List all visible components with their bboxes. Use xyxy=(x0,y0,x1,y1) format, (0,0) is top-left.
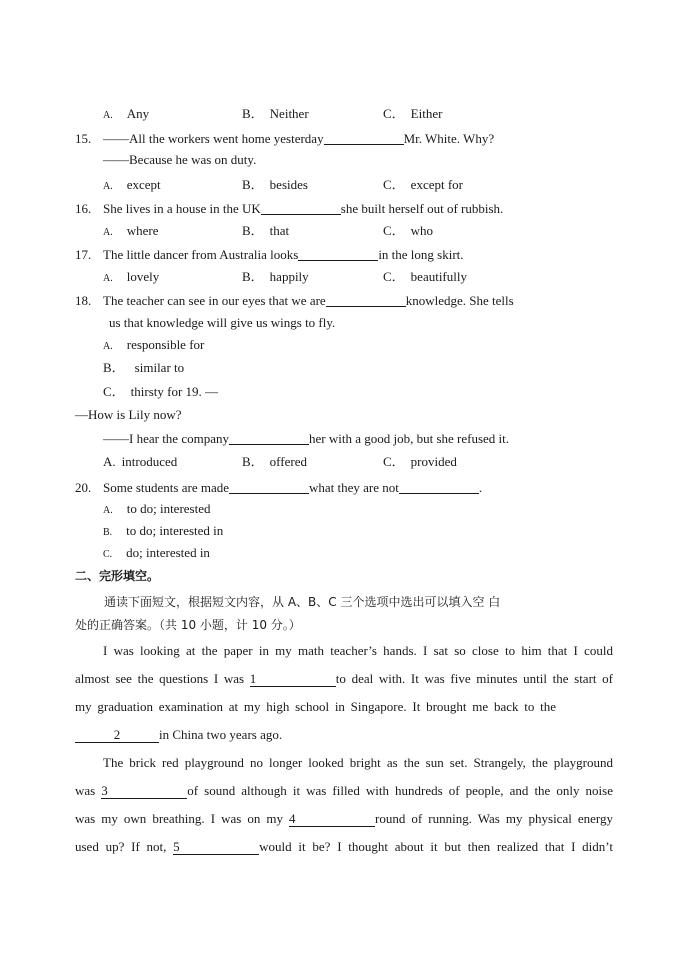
question-number: 15. xyxy=(75,131,92,146)
question-text: The little dancer from Australia looks xyxy=(103,247,299,262)
option-letter: B． xyxy=(242,106,264,121)
question-text: ——All the workers went home yesterday xyxy=(103,131,324,146)
option-letter: A. xyxy=(103,110,113,121)
q14-option-b xyxy=(242,106,309,122)
passage-text: almost see the questions I was xyxy=(75,671,245,686)
option-text: except xyxy=(126,177,161,192)
option-letter: A. xyxy=(103,227,113,238)
q15-option-a xyxy=(103,177,161,195)
q15-option-c xyxy=(383,177,463,193)
question-text: ——I hear the company xyxy=(103,431,229,446)
cloze-blank-1: 1 xyxy=(250,672,336,687)
option-text: lovely xyxy=(126,269,160,284)
q16-option-b xyxy=(242,223,289,239)
passage-text: in China two years ago. xyxy=(159,727,283,742)
option-letter: C． xyxy=(383,106,405,121)
option-letter: C． xyxy=(383,454,405,469)
cloze-blank-4: 4 xyxy=(289,812,375,827)
passage-text: of sound although it was filled with hundreds of people, and the only noise xyxy=(187,783,613,798)
option-letter: B． xyxy=(242,223,264,238)
q14-option-c xyxy=(383,106,442,122)
option-letter: B． xyxy=(103,360,125,375)
option-text: provided xyxy=(410,454,457,469)
option-text: besides xyxy=(269,177,308,192)
q18-stem-line2: us that knowledge will give us wings to fly. xyxy=(109,315,336,330)
option-text: to do; interested in xyxy=(126,523,224,538)
cloze-blank-2: 2 xyxy=(75,728,159,743)
passage-text: would it be? I thought about it but then realized that I didn’t xyxy=(259,839,613,854)
option-letter: A. xyxy=(103,273,113,284)
question-text: knowledge. She tells xyxy=(405,293,514,308)
option-text: similar to xyxy=(134,360,185,375)
option-letter: C． xyxy=(383,223,405,238)
q14-option-a xyxy=(103,106,149,124)
passage-line xyxy=(75,643,613,659)
q16-option-a xyxy=(103,223,159,241)
q15-option-b xyxy=(242,177,308,193)
passage-text: round of running. Was my physical energy xyxy=(375,811,614,826)
option-letter: A. xyxy=(103,505,113,516)
passage-text: I was looking at the paper in my math teacher’s hands. I sat so close to him that I could xyxy=(103,643,613,658)
section-instruction-line1: 通读下面短文，根据短文内容，从 A、B、C 三个选项中选出可以填入空 白 xyxy=(104,595,501,609)
passage-line xyxy=(75,839,613,855)
section-instruction-line2: 处的正确答案。（共 10 小题，计 10 分。） xyxy=(75,618,301,632)
q18-option-b xyxy=(103,360,184,376)
q18-stem xyxy=(75,292,514,309)
q20-option-b xyxy=(103,523,223,541)
option-letter: A. xyxy=(103,181,113,192)
question-text: what they are not xyxy=(309,480,399,495)
passage-line xyxy=(75,671,613,687)
answer-blank xyxy=(298,248,378,261)
question-text: She lives in a house in the UK xyxy=(103,201,261,216)
option-text: to do; interested xyxy=(126,501,211,516)
answer-blank xyxy=(229,481,309,494)
q20-option-a xyxy=(103,501,211,519)
passage-text: to deal with. It was five minutes until the start of xyxy=(335,671,614,686)
option-text: introduced xyxy=(121,454,178,469)
option-letter: C． xyxy=(103,384,125,399)
option-text: except for xyxy=(410,177,464,192)
cloze-blank-5: 5 xyxy=(173,840,259,855)
answer-blank xyxy=(326,294,406,307)
q18-option-c xyxy=(103,384,218,400)
q18-option-a xyxy=(103,337,204,355)
passage-text: my graduation examination at my high school in Singapore. It brought me back to the xyxy=(75,699,556,714)
option-letter: B． xyxy=(242,269,264,284)
option-letter: B. xyxy=(103,527,113,538)
passage-line xyxy=(75,699,556,715)
option-letter: B． xyxy=(242,177,264,192)
q19-option-a xyxy=(103,454,177,470)
question-number: 16. xyxy=(75,201,92,216)
q17-option-c xyxy=(383,269,467,285)
q19-option-b xyxy=(242,454,307,470)
question-text: Mr. White. Why? xyxy=(403,131,495,146)
option-letter: B． xyxy=(242,454,264,469)
passage-text: used up? If not, xyxy=(75,839,167,854)
q20-option-c xyxy=(103,545,210,563)
option-text: offered xyxy=(269,454,307,469)
answer-blank xyxy=(399,481,479,494)
option-text: Neither xyxy=(269,106,309,121)
option-letter: A. xyxy=(103,341,113,352)
option-text: that xyxy=(269,223,290,238)
q17-option-a xyxy=(103,269,159,287)
answer-blank xyxy=(261,202,341,215)
q16-option-c xyxy=(383,223,433,239)
option-letter: C. xyxy=(103,549,113,560)
option-text: responsible for xyxy=(126,337,205,352)
q17-option-b xyxy=(242,269,309,285)
passage-text: was my own breathing. I was on my xyxy=(75,811,283,826)
section-title: 二、完形填空。 xyxy=(75,569,160,583)
question-text: The teacher can see in our eyes that we are xyxy=(103,293,326,308)
question-number: 18. xyxy=(75,293,92,308)
q19-reply xyxy=(103,430,509,447)
passage-line xyxy=(75,755,613,771)
q17-stem xyxy=(75,246,464,263)
question-text: Some students are made xyxy=(103,480,229,495)
option-text: Any xyxy=(126,106,150,121)
q16-stem xyxy=(75,200,503,217)
question-text: she built herself out of rubbish. xyxy=(340,201,504,216)
option-text: happily xyxy=(269,269,309,284)
option-letter: A. xyxy=(103,454,116,469)
option-text: Either xyxy=(410,106,443,121)
passage-text: was xyxy=(75,783,96,798)
question-text: in the long skirt. xyxy=(378,247,464,262)
passage-text: The brick red playground no longer looked bright as the sun set. Strangely, the playground xyxy=(103,755,613,770)
answer-blank xyxy=(324,132,404,145)
answer-blank xyxy=(229,432,309,445)
passage-line xyxy=(75,783,613,799)
option-text: do; interested in xyxy=(126,545,210,560)
q15-reply: ——Because he was on duty. xyxy=(103,152,257,167)
option-text: thirsty for 19. — xyxy=(130,384,219,399)
option-text: beautifully xyxy=(410,269,467,284)
question-number: 20. xyxy=(75,480,92,495)
q19-option-c xyxy=(383,454,457,470)
question-text: . xyxy=(478,480,483,495)
question-text: her with a good job, but she refused it. xyxy=(308,431,509,446)
q19-stem: —How is Lily now? xyxy=(75,407,182,422)
option-text: who xyxy=(410,223,434,238)
option-letter: C． xyxy=(383,269,405,284)
q15-stem xyxy=(75,130,494,147)
cloze-blank-3: 3 xyxy=(101,784,187,799)
q20-stem xyxy=(75,479,482,496)
option-letter: C． xyxy=(383,177,405,192)
option-text: where xyxy=(126,223,159,238)
passage-line xyxy=(75,727,613,743)
passage-line xyxy=(75,811,613,827)
question-number: 17. xyxy=(75,247,92,262)
